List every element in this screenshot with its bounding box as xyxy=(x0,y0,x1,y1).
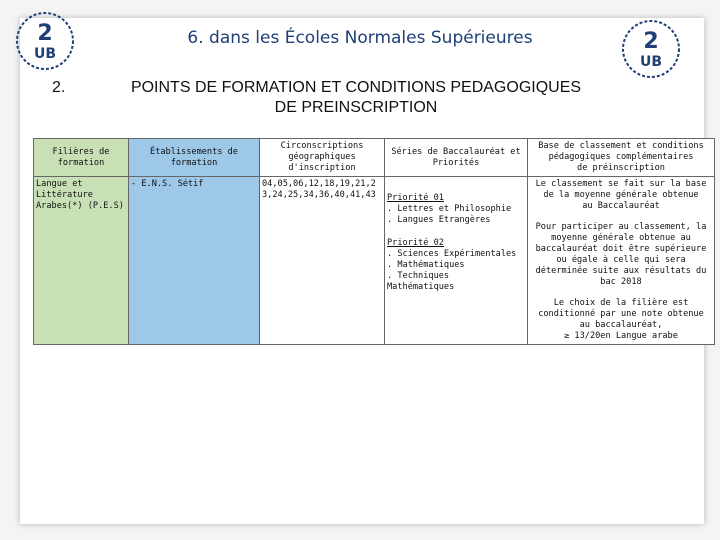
svg-text:2: 2 xyxy=(643,29,659,54)
header-filieres: Filières de formation xyxy=(34,139,129,177)
svg-text:UB: UB xyxy=(639,54,663,70)
cell-filiere: Langue et Littérature Arabes(*) (P.E.S) xyxy=(34,177,129,345)
base-paragraph-1: Le classement se fait sur la base de la moyenne générale obtenue au Baccalauréat xyxy=(535,179,707,211)
header-series: Séries de Baccalauréat et Priorités xyxy=(385,139,528,177)
svg-text:2: 2 xyxy=(37,21,53,46)
header-circonscriptions: Circonscriptions géographiques d'inscription xyxy=(260,139,385,177)
table-row xyxy=(34,177,715,345)
priorite-1-title: Priorité 01 xyxy=(387,193,444,203)
header-base: Base de classement et conditions pédagogiques complémentaires de préinscription xyxy=(528,139,715,177)
svg-text:UB: UB xyxy=(33,46,57,62)
table-header-row xyxy=(34,139,715,177)
base-paragraph-3: Le choix de la filière est conditionné par une note obtenue au baccalauréat, ≥ 13/20en Langue arabe xyxy=(538,298,704,341)
cell-base xyxy=(528,177,715,345)
cell-circonscriptions: 04,05,06,12,18,19,21,2 3,24,25,34,36,40,41,43 xyxy=(260,177,385,345)
section-title-line2: DE PREINSCRIPTION xyxy=(274,99,438,116)
section-heading xyxy=(46,78,666,118)
slide-title: 6. dans les Écoles Normales Supérieures xyxy=(187,28,533,48)
priorite-2-title: Priorité 02 xyxy=(387,238,444,248)
cell-series xyxy=(385,177,528,345)
priorite-1-items: . Lettres et Philosophie . Langues Etrangères xyxy=(387,204,512,225)
section-number: 2. xyxy=(52,79,66,96)
priorite-2-items: . Sciences Expérimentales . Mathématiques . Techniques Mathématiques xyxy=(387,249,517,292)
section-title-line1: POINTS DE FORMATION ET CONDITIONS PEDAGOGIQUES xyxy=(130,79,582,96)
formation-table xyxy=(33,138,715,345)
base-paragraph-2: Pour participer au classement, la moyenne générale obtenue au baccalauréat doit être supérieure ou égale à celle qui sera déterminée suite aux résultats du bac 2018 xyxy=(535,222,707,287)
header-etablissements: Établissements de formation xyxy=(129,139,260,177)
cell-etablissement: - E.N.S. Sétif xyxy=(129,177,260,345)
